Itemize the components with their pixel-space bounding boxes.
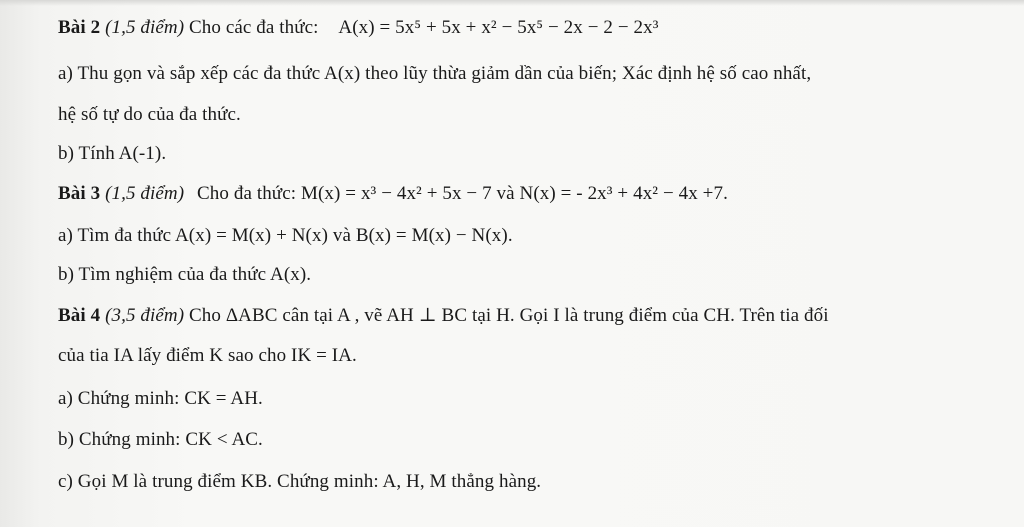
bai2-title: Bài 2 [58,17,101,38]
bai4-title: Bài 4 [58,305,101,326]
bai2-heading-line [58,16,659,40]
bai4-part-b: b) Chứng minh: CK < AC. [58,429,263,450]
bai4-heading-line [58,304,829,328]
bai3-part-a: a) Tìm đa thức A(x) = M(x) + N(x) và B(x) = M(x) − N(x). [58,225,513,246]
bai3-formula: M(x) = x³ − 4x² + 5x − 7 và N(x) = - 2x³ + 4x² − 4x +7. [300,183,728,204]
bai4-points: (3,5 điểm) [105,305,185,326]
bai4-part-c: c) Gọi M là trung điểm KB. Chứng minh: A, H, M thẳng hàng. [58,471,542,492]
bai3-heading-line [58,182,728,206]
bai3-part-b: b) Tìm nghiệm của đa thức A(x). [58,264,312,285]
bai2-points: (1,5 điểm) [105,17,185,38]
bai2-intro: Cho các đa thức: [189,17,319,38]
bai2-formula: A(x) = 5x⁵ + 5x + x² − 5x⁵ − 2x − 2 − 2x³ [338,17,659,38]
bai2-part-a-line2: hệ số tự do của đa thức. [58,104,241,125]
bai2-part-b: b) Tính A(-1). [58,143,167,164]
bai3-title: Bài 3 [58,183,101,204]
bai3-intro: Cho đa thức: [197,183,297,204]
bai4-part-a: a) Chứng minh: CK = AH. [58,388,263,409]
bai4-line2: của tia IA lấy điểm K sao cho IK = IA. [58,345,357,366]
bai2-part-a-line1: a) Thu gọn và sắp xếp các đa thức A(x) theo lũy thừa giảm dần của biến; Xác định hệ số cao nhất, [58,63,812,84]
bai4-line1-text: Cho ΔABC cân tại A , vẽ AH ⊥ BC tại H. Gọi I là trung điểm của CH. Trên tia đối [189,305,829,326]
page-top-edge [0,0,1024,6]
bai3-points: (1,5 điểm) [105,183,185,204]
